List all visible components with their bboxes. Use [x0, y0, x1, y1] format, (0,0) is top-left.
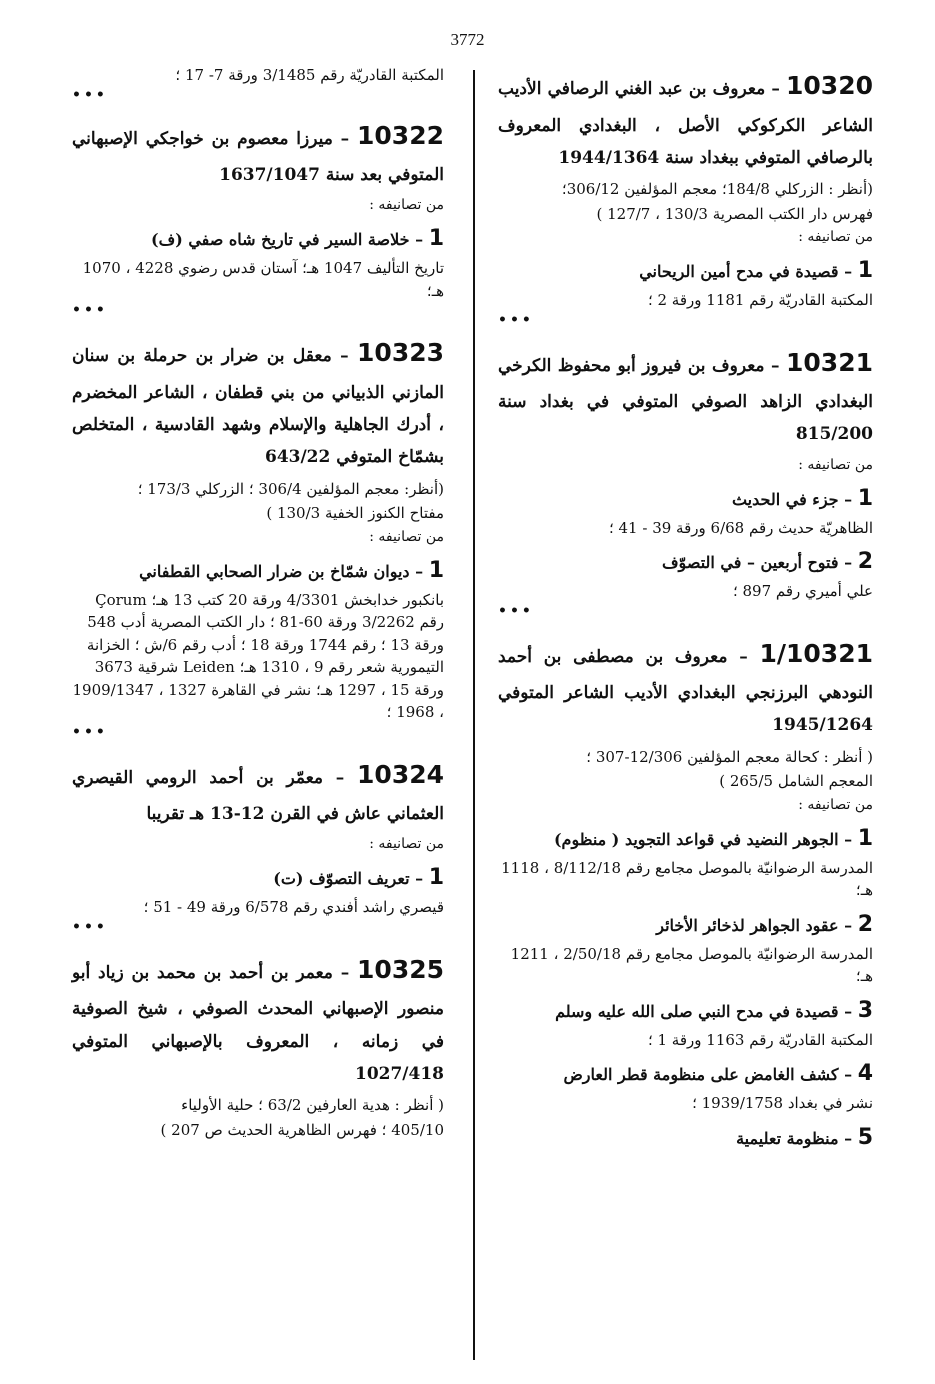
work-title-text: – ديوان شمّاخ بن ضرار الصحابي القطفاني	[139, 561, 424, 581]
work-title-text: – عقود الجواهر لذخائر الأخائر	[656, 915, 853, 935]
entry-heading	[72, 946, 444, 1090]
work-number: 1	[857, 825, 873, 851]
work-locations: المكتبة القادريّة رقم 1181 ورقة 2 ؛	[647, 291, 873, 310]
work-number: 3	[857, 997, 873, 1023]
works-label: من تصانيفه :	[369, 197, 444, 214]
entry-heading-text: – معروف بن عبد الغني الرصافي الأديب الشاعر الكركوكي الأصل ، البغدادي المعروف بالرصافي المتوفي ببغداد سنة 1944/1364	[498, 79, 873, 168]
entry-separator: •••	[498, 602, 534, 619]
work-title	[498, 822, 873, 855]
work-title	[498, 1057, 873, 1090]
work-title-text: – الجوهر النضيد في قواعد التجويد ( منظوم)	[553, 829, 853, 849]
entry-heading-text: – معروف بن فيروز أبو محفوظ الكرخي البغدادي الزاهد الصوفي المتوفي في بغداد سنة 815/200	[498, 355, 873, 445]
work-title	[498, 254, 873, 287]
entry-10324	[72, 751, 444, 938]
entry-number: 10325	[357, 954, 445, 984]
work-number: 1	[428, 226, 444, 252]
reference-line: 405/10 ؛ فهرس الظاهرية الحديث ص 207 )	[160, 1120, 444, 1139]
work-number: 4	[857, 1061, 873, 1087]
work-title	[498, 908, 873, 941]
work-locations: المكتبة القادريّة رقم 1163 ورقة 1 ؛	[647, 1030, 873, 1049]
continued-locations: المكتبة القادريّة رقم 3/1485 ورقة 7- 17 ؛	[175, 66, 444, 84]
work-locations: الظاهريّة حديث رقم 6/68 ورقة 39 - 41 ؛	[608, 518, 873, 537]
work-locations: المدرسة الرضوانيّة بالموصل مجامع رقم 8/112/18 ، 1118 هـ؛	[501, 858, 873, 900]
reference-line: فهرس دار الكتب المصرية 130/3 ، 127/7 )	[596, 204, 873, 223]
entry-separator: •••	[72, 723, 108, 740]
reference-line: (أنظر: معجم المؤلفين 306/4 ؛ الزركلي 173/3 ؛	[137, 479, 444, 498]
work-title	[72, 222, 444, 255]
right-column	[498, 62, 873, 1162]
entry-heading-text: – معقل بن ضرار بن حرملة بن سنان المازني الذبياني من بني قطفان ، الشاعر المخضرم ، أدرك الجاهلية والإسلام وشهد القادسية ، المتخلص بشمّاخ المتوفي 643/22	[72, 346, 444, 468]
work-number: 1	[428, 557, 444, 583]
works-label: من تصانيفه :	[369, 528, 444, 545]
work-title	[498, 482, 873, 515]
works-label: من تصانيفه :	[369, 836, 444, 853]
reference-line: ( أنظر : هدية العارفين 63/2 ؛ حلية الأولياء	[181, 1096, 444, 1115]
work-title-text: – جزء في الحديث	[731, 489, 853, 509]
work-title-text: – كشف الغامض على منظومة قطر العارض	[563, 1065, 853, 1085]
entry-10325	[72, 946, 444, 1141]
entry-heading	[72, 112, 444, 192]
entry-number: 10324	[357, 759, 445, 789]
work-number: 1	[857, 485, 873, 511]
work-title	[498, 545, 873, 578]
work-title	[498, 994, 873, 1027]
work-title-text: – فتوح أربعين – في التصوّف	[661, 553, 853, 573]
work-title	[498, 1121, 873, 1154]
entry-separator: •••	[72, 86, 108, 103]
entry-heading-text: – ميرزا معصوم بن خواجكي الإصبهاني المتوفي بعد سنة 1637/1047	[72, 128, 444, 185]
work-number: 1	[428, 865, 444, 891]
entry-separator: •••	[72, 918, 108, 935]
work-number: 5	[857, 1124, 873, 1150]
entry-number: 10322	[357, 120, 444, 150]
entry-number: 10320	[786, 71, 873, 100]
entry-10323	[72, 329, 444, 742]
work-locations: المدرسة الرضوانيّة بالموصل مجامع رقم 2/50/18 ، 1211 هـ؛	[510, 944, 873, 986]
entry-10321	[498, 339, 873, 622]
reference-line: مفتاح الكنوز الخفية 130/3 )	[266, 504, 444, 523]
works-label: من تصانيفه :	[798, 456, 873, 473]
entry-heading	[498, 339, 873, 451]
entry-heading	[72, 329, 444, 473]
work-locations: نشر في بغداد 1939/1758 ؛	[692, 1094, 873, 1113]
work-title	[72, 554, 444, 587]
entry-10322	[72, 112, 444, 322]
work-number: 1	[857, 258, 873, 284]
entry-heading	[498, 62, 873, 174]
work-title-text: – تعريف التصوّف (ت)	[273, 869, 424, 889]
work-locations: علي أميري رقم 897 ؛	[732, 582, 873, 601]
entry-1-10321	[498, 630, 873, 1154]
column-divider	[473, 70, 475, 1360]
reference-line: (أنظر : الزركلي 184/8؛ معجم المؤلفين 306/12؛	[561, 180, 873, 199]
reference-line: المعجم الشامل 265/5 )	[719, 772, 873, 791]
works-label: من تصانيفه :	[798, 229, 873, 246]
entry-separator: •••	[498, 311, 534, 328]
entry-heading-text: – معمر بن أحمد بن محمد بن زياد أبو منصور الإصبهاني المحدث الصوفي ، شيخ الصوفية في زمانه ، المعروف بالإصبهاني المتوفي 1027/418	[72, 962, 444, 1085]
work-title-text: – قصيدة في مدح أمين الريحاني	[639, 262, 853, 282]
reference-line: ( أنظر : كحالة معجم المؤلفين 12/306-307 ؛	[586, 747, 873, 766]
left-column	[72, 62, 444, 1149]
entry-heading-text: – معروف بن مصطفى بن أحمد النودهي البرزنجي البغدادي الأديب الشاعر المتوفي 1945/1264	[498, 646, 873, 736]
entry-number: 10323	[357, 338, 445, 368]
work-title-text: – خلاصة السير في تاريخ شاه صفي (ف)	[151, 230, 424, 250]
entry-separator: •••	[72, 302, 108, 319]
entry-heading	[72, 751, 444, 831]
work-locations: تاريخ التأليف 1047 هـ؛ آستان قدس رضوي 4228 ، 1070 هـ؛	[82, 259, 444, 300]
works-label: من تصانيفه :	[798, 796, 873, 813]
work-locations: قيصري راشد أفندي رقم 6/578 ورقة 49 - 51 ؛	[143, 898, 444, 917]
page-number: 3772	[450, 30, 485, 49]
work-title-text: – قصيدة في مدح النبي صلى الله عليه وسلم	[555, 1001, 853, 1021]
work-title	[72, 861, 444, 894]
work-locations: بانكبور خدابخش 4/3301 ورقة 20 كتب 13 هـ؛ Çorum رقم 3/2262 ورقة 60-81 ؛ دار الكتب المصرية أدب 548 ورقة 13 ؛ رقم 1744 ورقة 18 ؛ أدب رقم 6/ش ؛ الخزانة التيمورية شعر رقم 9 ، 1310 هـ؛ Leiden شرقية 3673 ورقة 15 ، 1297 هـ؛ نشر في القاهرة 1327 ، 1909/1347 ، 1968 ؛	[72, 590, 444, 722]
entry-heading	[498, 630, 873, 742]
entry-number: 1/10321	[759, 638, 873, 668]
work-number: 2	[857, 911, 873, 937]
work-number: 2	[857, 549, 873, 575]
entry-10320	[498, 62, 873, 331]
work-title-text: – منظومة تعليمية	[736, 1128, 853, 1148]
entry-heading-text: – معمّر بن أحمد الرومي القيصري العثماني عاش في القرن 12-13 هـ تقريبا	[72, 767, 444, 825]
entry-number: 10321	[786, 347, 873, 377]
